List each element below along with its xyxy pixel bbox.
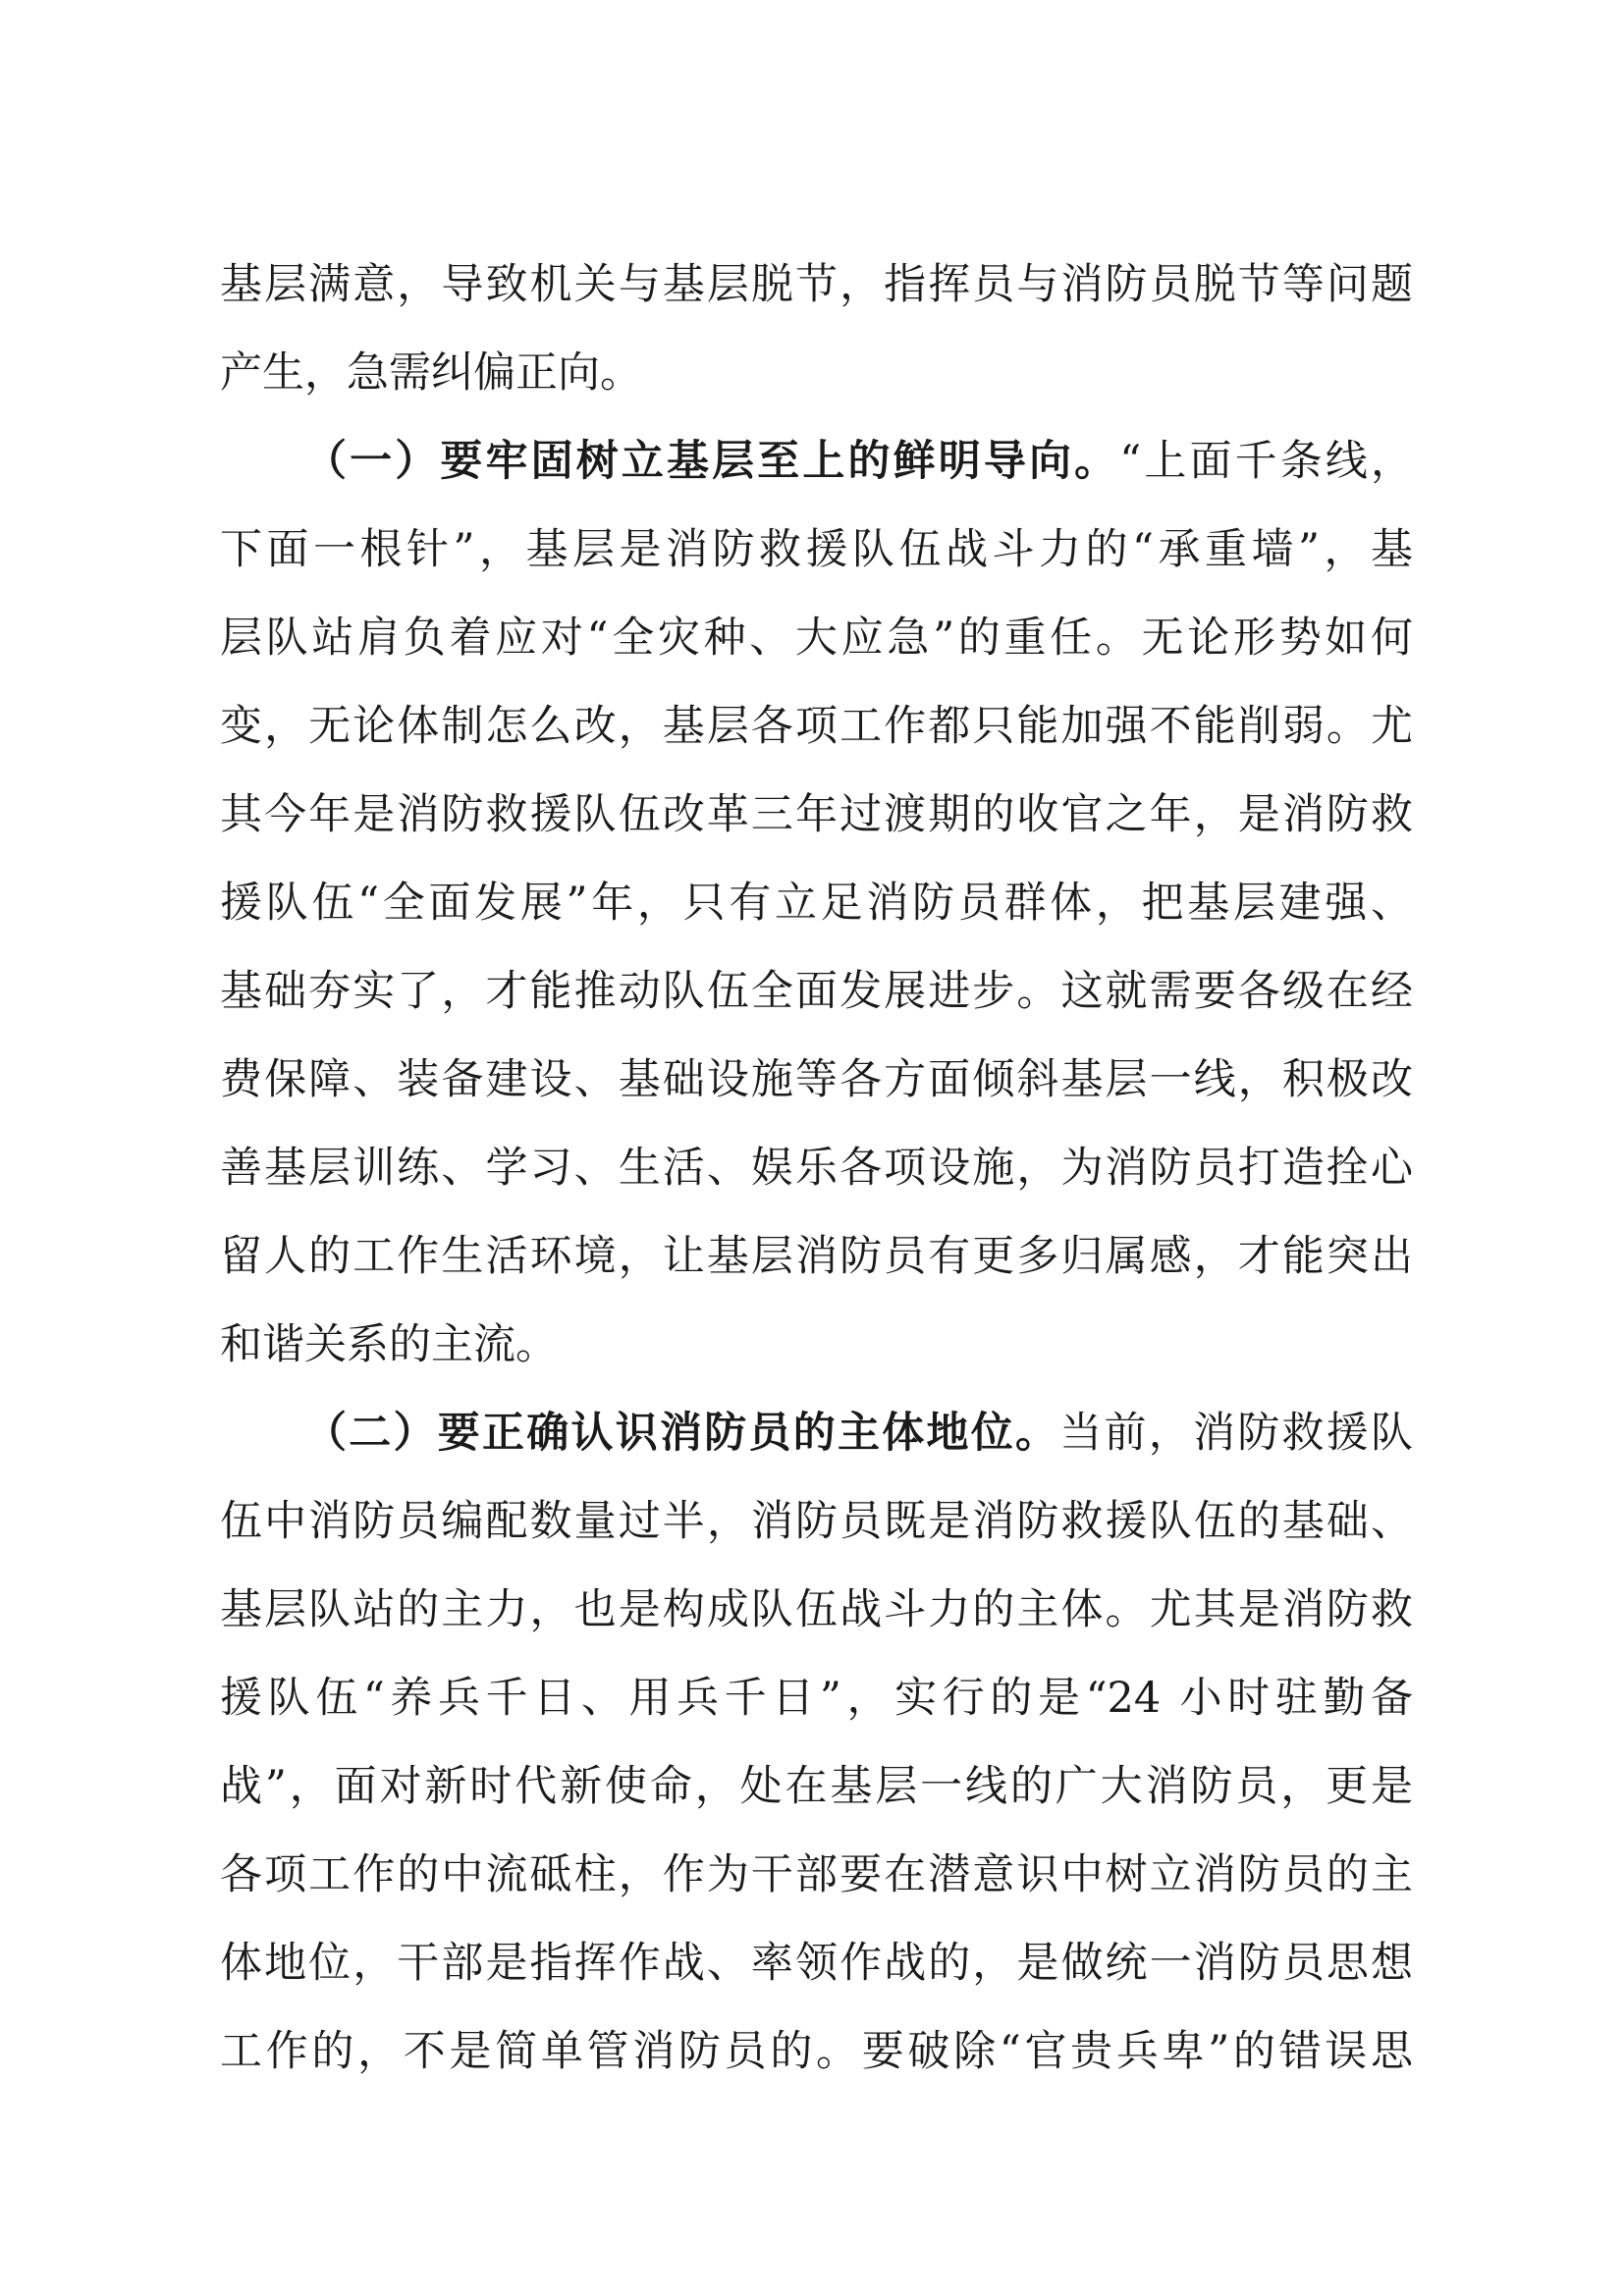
text-line: 和谐关系的主流。: [220, 1320, 558, 1369]
text-line: 工作的，不是简单管消防员的。要破除“官贵兵卑”的错误思: [220, 2027, 1413, 2076]
text-line: 善基层训练、学习、生活、娱乐各项设施，为消防员打造拴心: [220, 1144, 1413, 1193]
paragraph-text: 当前，消防救援队: [1059, 1409, 1413, 1458]
text-line: 基层满意，导致机关与基层脱节，指挥员与消防员脱节等问题: [220, 260, 1413, 309]
paragraph-first-line: [220, 417, 1413, 506]
text-line: 下面一根针”，基层是消防救援队伍战斗力的“承重墙”，基: [220, 525, 1413, 574]
text-line: 伍中消防员编配数量过半，消防员既是消防救援队伍的基础、: [220, 1497, 1413, 1546]
text-line: 各项工作的中流砥柱，作为干部要在潜意识中树立消防员的主: [220, 1850, 1413, 1899]
text-line: 其今年是消防救援队伍改革三年过渡期的收官之年，是消防救: [220, 790, 1413, 839]
paragraph-text: “上面千条线，: [1119, 437, 1413, 486]
text-line: 变，无论体制怎么改，基层各项工作都只能加强不能削弱。尤: [220, 702, 1413, 751]
text-line: 留人的工作生活环境，让基层消防员有更多归属感，才能突出: [220, 1232, 1413, 1281]
section-heading: （一）要牢固树立基层至上的鲜明导向。: [304, 437, 1120, 486]
text-line: 层队站肩负着应对“全灾种、大应急”的重任。无论形势如何: [220, 614, 1413, 663]
document-body: [220, 240, 1413, 2096]
text-line: 体地位，干部是指挥作战、率领作战的，是做统一消防员思想: [220, 1939, 1413, 1988]
section-heading: （二）要正确认识消防员的主体地位。: [304, 1409, 1060, 1458]
text-line: 费保障、装备建设、基础设施等各方面倾斜基层一线，积极改: [220, 1055, 1413, 1104]
paragraph-first-line: [220, 1389, 1413, 1477]
text-line: 基础夯实了，才能推动队伍全面发展进步。这就需要各级在经: [220, 967, 1413, 1016]
text-line: 战”，面对新时代新使命，处在基层一线的广大消防员，更是: [220, 1762, 1413, 1811]
text-line: 产生，急需纠偏正向。: [220, 348, 642, 398]
text-line: 基层队站的主力，也是构成队伍战斗力的主体。尤其是消防救: [220, 1585, 1413, 1634]
text-line: 援队伍“全面发展”年，只有立足消防员群体，把基层建强、: [220, 879, 1413, 928]
text-line: 援队伍“养兵千日、用兵千日”，实行的是“24 小时驻勤备: [220, 1674, 1413, 1723]
